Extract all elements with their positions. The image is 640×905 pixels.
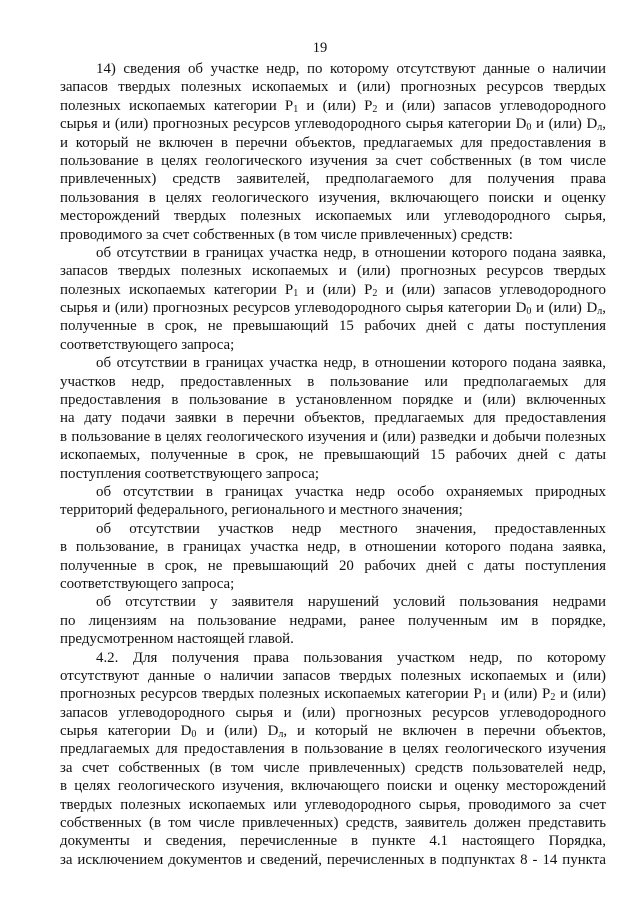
text-line: об отсутствии в границах участка недр, в отношении которого подана заявка,: [96, 244, 606, 261]
text-line: предоставления в пользование в установленном порядке и (или) включенных: [60, 392, 606, 409]
text-line: проводимого за счет собственных (в том числе привлеченных) средств:: [60, 226, 513, 243]
text-line: запасов твердых полезных ископаемых и (или) прогнозных ресурсов твердых: [60, 79, 606, 96]
text-line: запасов твердых полезных ископаемых и (или) прогнозных ресурсов твердых: [60, 263, 606, 280]
text-line: запасов углеводородного сырья и (или) прогнозных ресурсов углеводородного: [60, 704, 606, 721]
text-line: об отсутствии у заявителя нарушений условий пользования недрами: [96, 594, 606, 611]
text-line: твердых полезных ископаемых или углеводородного сырья, проводимого за счет: [60, 796, 606, 813]
text-line: в пользование в целях геологического изучения и (или) разведки и добычи полезных: [60, 428, 606, 445]
text-line: за исключением документов и сведений, перечисленных в подпунктах 8 - 14 пункта: [60, 851, 606, 868]
text-line: на дату подачи заявки в перечни объектов, предлагаемых для предоставления: [60, 410, 606, 427]
text-line: поступления соответствующего запроса;: [60, 465, 319, 482]
text-line: соответствующего запроса;: [60, 336, 235, 353]
paragraph-p-a: [60, 244, 606, 354]
text-line: привлеченных) средств заявителей, предполагаемого для получения права: [60, 171, 606, 188]
text-line: об отсутствии в границах участка недр особо охраняемых природных: [96, 483, 606, 500]
paragraph-p-b: [60, 354, 606, 483]
text-line: прогнозных ресурсов твердых полезных ископаемых категории $P_1$ и (или) $P_2$ и (или): [60, 686, 606, 704]
text-line: и который не включен в перечни объектов, предлагаемых для предоставления в: [60, 134, 606, 151]
paragraph-p-d: [60, 520, 606, 594]
text-line: участков недр, предоставленных в пользование или предполагаемых для: [60, 373, 606, 390]
text-line: в пользование, в границах участка недр, в отношении которого подана заявка,: [60, 539, 606, 556]
text-line: предлагаемых для предоставления в пользование в целях геологического изучения: [60, 741, 606, 758]
text-line: в целях геологического изучения, включающего поиски и оценку месторождений: [60, 778, 606, 795]
text-line: за счет собственных (в том числе привлеченных) средств пользователей недр,: [60, 759, 606, 776]
text-line: пользование в целях геологического изучения за счет собственных (в том числе: [60, 152, 606, 169]
page-number: 19: [312, 40, 328, 56]
paragraph-p14: [60, 60, 606, 244]
paragraph-p-c: [60, 483, 606, 520]
text-line: об отсутствии участков недр местного значения, предоставленных: [96, 520, 606, 537]
text-line: полезных ископаемых категории $P_1$ и (или) $P_2$ и (или) запасов углеводородного: [60, 97, 606, 115]
text-line: документы и сведения, перечисленные в пункте 4.1 настоящего Порядка,: [60, 833, 606, 850]
text-line: 14) сведения об участке недр, по которому отсутствуют данные о наличии: [96, 61, 606, 77]
text-line: полезных ископаемых категории $P_1$ и (или) $P_2$ и (или) запасов углеводородного: [60, 281, 606, 299]
text-line: ископаемых, полученные в срок, не превышающий 15 рабочих дней с даты: [60, 447, 606, 464]
text-line: собственных (в том числе привлеченных) средств, заявитель должен представить: [60, 815, 606, 832]
paragraph-p-e: [60, 593, 606, 648]
text-line: сырья категории $D_0$ и (или) $D_л$, и который не включен в перечни объектов,: [60, 723, 606, 741]
document-body: [60, 60, 606, 869]
text-line: сырья и (или) прогнозных ресурсов углеводородного сырья категории $D_0$ и (или) $D_л$,: [60, 116, 606, 134]
text-line: об отсутствии в границах участка недр, в отношении которого подана заявка,: [96, 355, 606, 372]
text-line: полученные в срок, не превышающий 15 рабочих дней с даты поступления: [60, 318, 606, 335]
text-line: полученные в срок, не превышающий 20 рабочих дней с даты поступления: [60, 557, 606, 574]
text-line: по лицензиям на пользование недрами, ранее полученным им в порядке,: [60, 612, 606, 629]
text-line: месторождений твердых полезных ископаемых или углеводородного сырья,: [60, 208, 606, 225]
text-line: 4.2. Для получения права пользования участком недр, по которому: [96, 649, 606, 666]
text-line: территорий федерального, регионального и местного значения;: [60, 502, 463, 519]
text-line: отсутствуют данные о наличии запасов твердых полезных ископаемых и (или): [60, 667, 606, 684]
text-line: предусмотренном настоящей главой.: [60, 631, 294, 648]
text-line: пользования в целях геологического изучения, включающего поиски и оценку: [60, 189, 606, 206]
text-line: соответствующего запроса;: [60, 575, 235, 592]
paragraph-p42: [60, 649, 606, 870]
text-line: сырья и (или) прогнозных ресурсов углеводородного сырья категории $D_0$ и (или) $D_л$,: [60, 300, 606, 318]
